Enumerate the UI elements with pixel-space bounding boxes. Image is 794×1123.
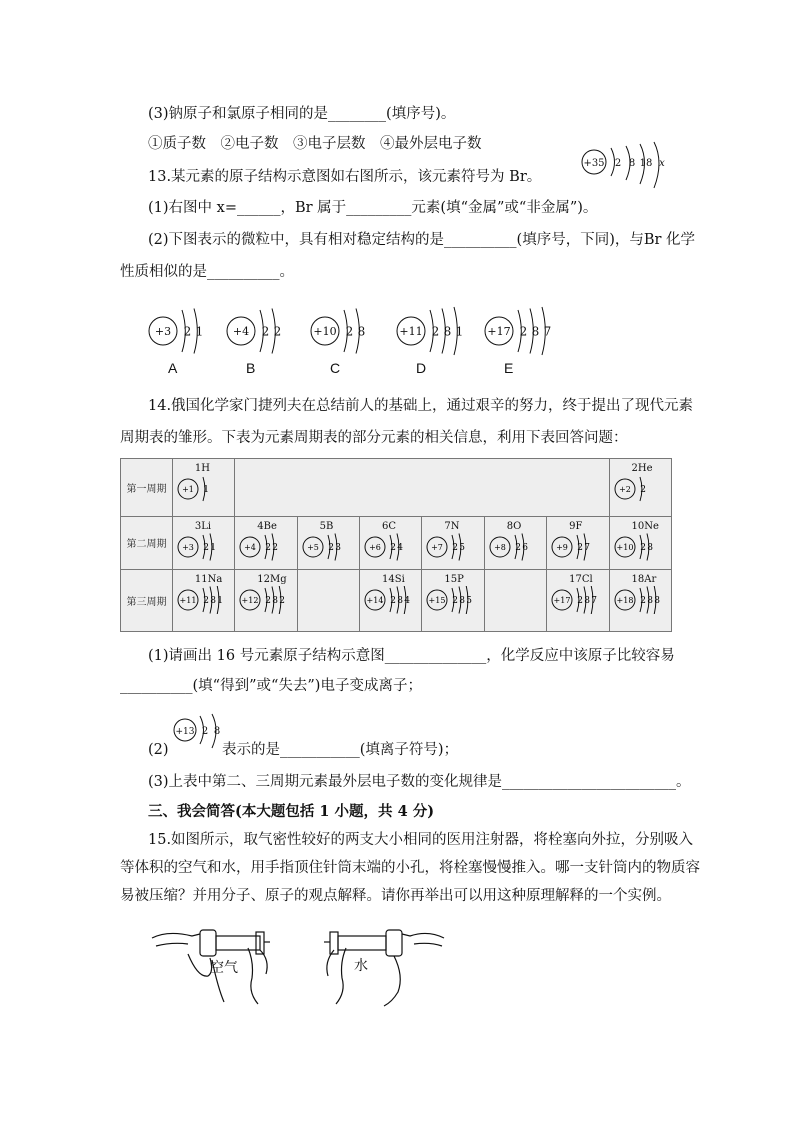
nucleus-charge: +11 (179, 595, 197, 605)
shell-electron-count: 1 (210, 543, 216, 554)
syringe-figure (148, 918, 448, 1008)
q15-line1: 15.如图所示，取气密性较好的两支大小相同的医用注射器，将栓塞向外拉，分别吸入 (148, 832, 694, 848)
particle-d (396, 308, 470, 354)
element-li (177, 519, 241, 563)
shell-electron-count: 2 (265, 543, 272, 554)
element-be (239, 519, 303, 563)
particle-label: C (330, 360, 341, 376)
nucleus-charge: +18 (616, 595, 633, 605)
nucleus-charge: +12 (241, 595, 259, 605)
water-syringe (324, 930, 444, 1006)
shell-electron-count: 2 (519, 324, 528, 339)
q13-part2-line1: (2)下图表示的微粒中，具有相对稳定结构的是__________(填序号，下同)，与Br 化学 (148, 232, 696, 248)
element-symbol: 14Si (382, 573, 405, 585)
shell-electron-count: 5 (459, 543, 466, 554)
nucleus-charge: +4 (232, 324, 250, 338)
shell-electron-count: 2 (279, 595, 286, 606)
atom-diagram (239, 586, 290, 614)
element-symbol: 18Ar (631, 573, 657, 585)
q14-part2-num: (2) (148, 742, 169, 758)
ion-diagram (172, 714, 224, 750)
shell-electron-count: 1 (455, 324, 464, 339)
q13-part1: (1)右图中 x=______，Br 属于_________元素(填“金属”或“非金属”)。 (148, 200, 598, 216)
br-atom-diagram (578, 146, 670, 188)
atom-diagram (364, 586, 415, 614)
element-he (614, 461, 678, 505)
element-cell (360, 517, 422, 569)
shell-electron-count: 2 (327, 543, 334, 554)
q15-line3: 易被压缩？并用分子、原子的观点解释。请你再举出可以用这种原理解释的一个实例。 (120, 888, 671, 904)
shell-electron-count: 8 (443, 324, 452, 339)
q13-part2-line2: 性质相似的是__________。 (120, 264, 294, 280)
shell-electron-count: 6 (522, 543, 528, 554)
q13-stem: 13.某元素的原子结构示意图如右图所示，该元素符号为 Br。 (148, 169, 542, 185)
element-ar (614, 572, 678, 616)
element-symbol: 11Na (194, 573, 223, 585)
air-label: 空气 (210, 960, 238, 976)
particle-label: B (246, 360, 256, 376)
element-cell (484, 569, 546, 631)
shell-electron-count: 8 (531, 324, 540, 339)
water-label: 水 (354, 958, 368, 974)
nucleus-charge: +4 (244, 543, 257, 553)
shell-electron-count: 2 (183, 324, 192, 339)
atom-diagram (614, 533, 658, 561)
element-symbol: 6C (382, 521, 397, 533)
element-n (426, 519, 490, 563)
element-symbol: 4Be (257, 521, 277, 533)
periodic-table (120, 458, 672, 632)
q14-part3: (3)上表中第二、三周期元素最外层电子数的变化规律是________________________。 (148, 774, 691, 790)
shell-electron-count: 8 (584, 595, 591, 606)
shell-electron-count: 2 (265, 595, 272, 606)
shell-electron-count: 2 (272, 543, 279, 554)
shell-electron-count: 8 (357, 324, 366, 339)
element-symbol: 5B (319, 521, 334, 533)
atom-diagram (551, 533, 595, 561)
br-nucleus: +35 (583, 158, 605, 169)
nucleus-charge: +15 (428, 595, 446, 605)
nucleus-charge: +3 (154, 324, 172, 338)
element-si (364, 572, 428, 616)
nucleus-charge: +7 (431, 543, 444, 553)
q14-stem-line1: 14.俄国化学家门捷列夫在总结前人的基础上，通过艰辛的努力，终于提出了现代元素 (148, 398, 694, 414)
element-symbol: 7N (444, 521, 460, 533)
element-h (177, 461, 241, 505)
element-cell (297, 517, 359, 569)
element-symbol: 15P (444, 573, 464, 585)
atom-diagram (177, 586, 228, 614)
shell-electron-count: 2 (452, 595, 459, 606)
q12-options: ①质子数 ②电子数 ③电子层数 ④最外层电子数 (148, 136, 482, 152)
element-o (489, 519, 553, 563)
shell-electron-count: 4 (404, 595, 411, 606)
br-shell-1: 2 (614, 158, 622, 169)
atom-diagram (614, 475, 651, 503)
section-3-heading: 三、我会简答(本大题包括 1 小题，共 4 分) (148, 803, 435, 820)
nucleus-charge: +14 (366, 595, 384, 605)
element-na (177, 572, 241, 616)
br-shell-2: 8 (628, 158, 636, 169)
element-cell (609, 517, 671, 569)
shell-electron-count: 2 (639, 595, 646, 606)
shell-electron-count: 2 (345, 324, 354, 339)
empty-cell (235, 459, 609, 517)
element-symbol: 9F (569, 521, 583, 533)
nucleus-charge: +10 (616, 543, 633, 553)
element-symbol: 12Mg (257, 573, 287, 585)
q14-part1-line1: (1)请画出 16 号元素原子结构示意图______________，化学反应中该原子比较容易 (148, 648, 675, 664)
atom-diagram (426, 586, 477, 614)
shell-electron-count: 7 (584, 543, 591, 554)
shell-electron-count: 2 (431, 324, 440, 339)
shell-electron-count: 8 (397, 595, 404, 606)
nucleus-charge: +5 (306, 543, 319, 553)
element-cell (547, 569, 609, 631)
period-1-row (121, 459, 672, 517)
nucleus-charge: +1 (182, 484, 194, 494)
shell-electron-count: 2 (203, 595, 209, 606)
atom-diagram (302, 533, 346, 561)
ion-shell-1: 2 (201, 726, 209, 737)
shell-electron-count: 8 (653, 595, 660, 606)
period-2-row (121, 517, 672, 569)
element-cell (422, 517, 484, 569)
element-cell (609, 459, 671, 517)
shell-electron-count: 7 (543, 324, 552, 339)
q14-part2-text: 表示的是___________(填离子符号)； (222, 742, 459, 758)
shell-electron-count: 2 (452, 543, 459, 554)
shell-electron-count: 5 (466, 595, 473, 606)
shell-electron-count: 8 (459, 595, 466, 606)
shell-electron-count: 8 (272, 595, 279, 606)
element-cell (609, 569, 671, 631)
shell-electron-count: 2 (203, 543, 209, 554)
atom-diagram (177, 533, 221, 561)
shell-electron-count: 3 (334, 543, 341, 554)
nucleus-charge: +3 (182, 543, 194, 553)
nucleus-charge: +2 (618, 484, 631, 494)
element-cell (297, 569, 359, 631)
nucleus-charge: +10 (313, 324, 337, 338)
nucleus-charge: +8 (493, 543, 506, 553)
row-label: 第三周期 (121, 569, 173, 631)
particle-label: A (168, 360, 178, 376)
shell-electron-count: 8 (646, 543, 653, 554)
particle-a (148, 308, 210, 354)
shell-electron-count: 8 (210, 595, 216, 606)
element-p (426, 572, 490, 616)
shell-electron-count: 1 (203, 485, 209, 496)
particle-label: E (504, 360, 514, 376)
q14-part1-line2: __________(填“得到”或“失去”)电子变成离子； (120, 678, 422, 694)
q12-part3: (3)钠原子和氯原子相同的是________(填序号)。 (148, 106, 456, 122)
atom-diagram (364, 533, 408, 561)
element-cell (484, 517, 546, 569)
q15-line2: 等体积的空气和水，用手指顶住针筒末端的小孔，将栓塞慢慢推入。哪一支针筒内的物质容 (120, 860, 700, 876)
nucleus-charge: +9 (556, 543, 569, 553)
particle-e (484, 308, 558, 354)
atom-diagram (614, 586, 665, 614)
element-b (302, 519, 366, 563)
shell-electron-count: 7 (591, 595, 598, 606)
element-cell (422, 569, 484, 631)
element-cell (547, 517, 609, 569)
element-symbol: 1H (194, 463, 211, 474)
element-cell (235, 569, 297, 631)
element-ne (614, 519, 678, 563)
particle-c (310, 308, 372, 354)
shell-electron-count: 2 (577, 595, 584, 606)
row-label: 第二周期 (121, 517, 173, 569)
element-cell (360, 569, 422, 631)
ion-nucleus: +13 (175, 727, 195, 737)
q14-stem-line2: 周期表的雏形。下表为元素周期表的部分元素的相关信息，利用下表回答问题： (120, 430, 628, 446)
element-cell (172, 517, 234, 569)
element-f (551, 519, 615, 563)
element-cell (235, 517, 297, 569)
atom-diagram (239, 533, 283, 561)
shell-electron-count: 4 (397, 543, 404, 554)
shell-electron-count: 2 (261, 324, 270, 339)
shell-electron-count: 1 (195, 324, 204, 339)
element-symbol: 8O (506, 521, 522, 533)
shell-electron-count: 2 (639, 543, 646, 554)
shell-electron-count: 2 (273, 324, 282, 339)
element-cell (172, 459, 234, 517)
element-mg (239, 572, 303, 616)
br-shell-4: x (659, 158, 665, 169)
ion-shell-2: 8 (213, 726, 221, 737)
element-symbol: 2He (631, 463, 653, 474)
nucleus-charge: +6 (369, 543, 381, 553)
atom-diagram (426, 533, 470, 561)
particle-b (226, 308, 288, 354)
element-symbol: 10Ne (631, 521, 659, 533)
shell-electron-count: 8 (646, 595, 653, 606)
shell-electron-count: 2 (515, 543, 521, 554)
nucleus-charge: +17 (553, 595, 571, 605)
atom-diagram (551, 586, 602, 614)
element-symbol: 17Cl (569, 573, 593, 585)
nucleus-charge: +11 (399, 324, 423, 338)
br-shell-3: 18 (639, 158, 653, 169)
shell-electron-count: 2 (390, 595, 397, 606)
shell-electron-count: 1 (217, 595, 223, 606)
nucleus-charge: +17 (487, 324, 511, 338)
shell-electron-count: 2 (639, 485, 646, 496)
atom-diagram (489, 533, 533, 561)
element-symbol: 3Li (194, 521, 212, 533)
element-cell (172, 569, 234, 631)
element-c (364, 519, 428, 563)
element-cl (551, 572, 615, 616)
atom-diagram (177, 475, 214, 503)
period-3-row (121, 569, 672, 631)
row-label: 第一周期 (121, 459, 173, 517)
shell-electron-count: 2 (577, 543, 584, 554)
particle-label: D (416, 360, 427, 376)
shell-electron-count: 2 (390, 543, 397, 554)
